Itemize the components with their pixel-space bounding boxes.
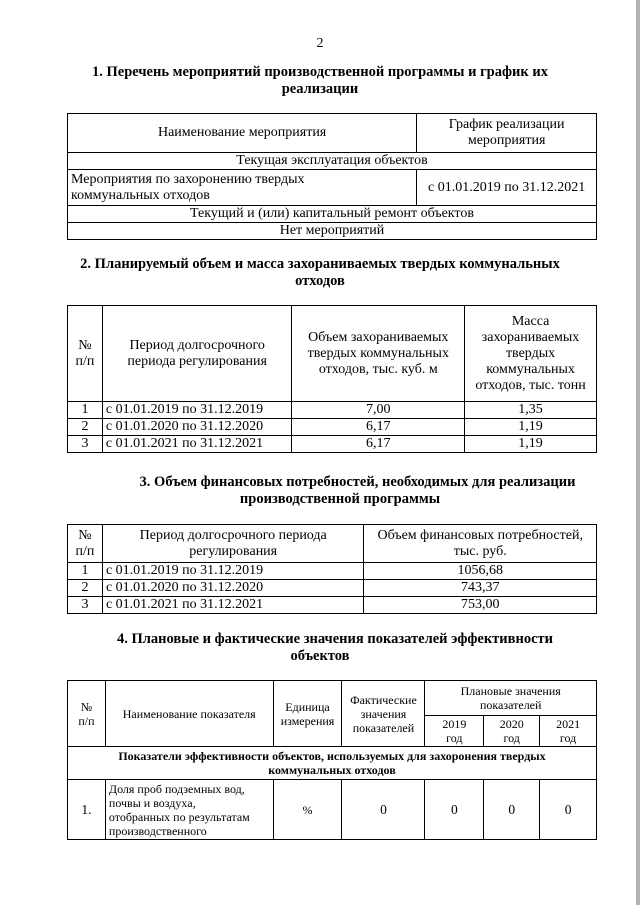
col-header-schedule-line1: График реализации bbox=[448, 117, 565, 132]
table-row bbox=[68, 563, 597, 580]
row-no: 3 bbox=[68, 597, 103, 614]
col-header-event-name: Наименование мероприятия bbox=[68, 114, 417, 153]
row-volume: 7,00 bbox=[292, 402, 465, 419]
row-no: 3 bbox=[68, 436, 103, 453]
row-volume: 6,17 bbox=[292, 419, 465, 436]
col-header-planned-line1: Плановые значения bbox=[460, 684, 561, 698]
section4-title bbox=[0, 631, 640, 665]
row-no: 1 bbox=[68, 563, 103, 580]
col-header-mass-line2: захораниваемых bbox=[481, 329, 580, 345]
row-actual: 0 bbox=[342, 780, 425, 840]
col-header-no bbox=[68, 306, 103, 402]
col-header-period bbox=[102, 525, 363, 563]
col-header-no bbox=[68, 681, 106, 747]
scan-edge bbox=[636, 0, 640, 905]
col-header-mass-line1: Масса bbox=[511, 313, 550, 329]
section1-title bbox=[0, 64, 640, 98]
col-header-mass-line4: коммунальных bbox=[486, 361, 575, 377]
col-header-year-2020 bbox=[484, 716, 540, 747]
year-2021-word: год bbox=[559, 731, 577, 745]
table-row bbox=[68, 419, 597, 436]
indicator-name-line1: Доля проб подземных вод, bbox=[108, 782, 245, 796]
section3-title-line1: 3. Объем финансовых потребностей, необходимых для реализации bbox=[139, 474, 576, 490]
row-amount: 1056,68 bbox=[364, 563, 597, 580]
col-header-no-line1: № bbox=[80, 699, 93, 714]
finance-table bbox=[67, 524, 597, 614]
year-2021-number: 2021 bbox=[556, 717, 581, 731]
event-name-line1: Мероприятия по захоронению твердых bbox=[71, 171, 305, 187]
section2-title bbox=[0, 256, 640, 290]
group-row-line1: Показатели эффективности объектов, используемых для захоронения твердых bbox=[118, 749, 546, 763]
table-row bbox=[68, 436, 597, 453]
col-header-schedule bbox=[417, 114, 597, 153]
group-row-operation: Текущая эксплуатация объектов bbox=[68, 153, 597, 170]
efficiency-table bbox=[67, 680, 597, 840]
col-header-actual-line3: показателей bbox=[352, 720, 415, 735]
col-header-mass bbox=[465, 306, 597, 402]
row-volume: 6,17 bbox=[292, 436, 465, 453]
group-row-line2: коммунальных отходов bbox=[268, 763, 396, 777]
row-mass: 1,35 bbox=[465, 402, 597, 419]
row-no: 1 bbox=[68, 402, 103, 419]
col-header-period-line2: регулирования bbox=[189, 543, 278, 559]
event-name-line2: коммунальных отходов bbox=[71, 187, 210, 203]
indicator-name-line2: почвы и воздуха, bbox=[108, 796, 196, 810]
table-row bbox=[68, 780, 597, 840]
row-period: с 01.01.2019 по 31.12.2019 bbox=[102, 402, 292, 419]
col-header-no-line1: № bbox=[78, 527, 92, 543]
col-header-no-line2: п/п bbox=[78, 713, 95, 728]
section2-title-line2: отходов bbox=[295, 273, 345, 289]
section1-title-line1: 1. Перечень мероприятий производственной программы и график их bbox=[92, 64, 548, 80]
row-period: с 01.01.2020 по 31.12.2020 bbox=[102, 419, 292, 436]
col-header-no-line2: п/п bbox=[75, 353, 95, 369]
row-period: с 01.01.2021 по 31.12.2021 bbox=[102, 436, 292, 453]
col-header-volume-line1: Объем захораниваемых bbox=[308, 329, 449, 345]
section2-title-line1: 2. Планируемый объем и масса захораниваемых твердых коммунальных bbox=[80, 256, 560, 272]
section1-title-line2: реализации bbox=[281, 81, 359, 97]
col-header-volume-line3: отходов, тыс. куб. м bbox=[318, 361, 438, 377]
row-period: с 01.01.2020 по 31.12.2020 bbox=[102, 580, 363, 597]
col-header-no-line1: № bbox=[78, 337, 92, 353]
row-2020: 0 bbox=[484, 780, 540, 840]
page-number: 2 bbox=[316, 36, 324, 51]
section4-title-line1: 4. Плановые и фактические значения показателей эффективности bbox=[116, 631, 553, 647]
col-header-finance bbox=[364, 525, 597, 563]
row-amount: 743,37 bbox=[364, 580, 597, 597]
waste-volume-table bbox=[67, 305, 597, 453]
table-row bbox=[68, 597, 597, 614]
row-2021: 0 bbox=[540, 780, 597, 840]
row-indicator-name bbox=[105, 780, 273, 840]
col-header-schedule-line2: мероприятия bbox=[467, 133, 546, 148]
col-header-year-2021 bbox=[540, 716, 597, 747]
no-events-row: Нет мероприятий bbox=[68, 223, 597, 240]
col-header-volume-line2: твердых коммунальных bbox=[307, 345, 449, 361]
table-row bbox=[68, 402, 597, 419]
row-no: 2 bbox=[68, 419, 103, 436]
col-header-no bbox=[68, 525, 103, 563]
col-header-mass-line3: твердых bbox=[505, 345, 556, 361]
events-table bbox=[67, 113, 597, 240]
col-header-mass-line5: отходов, тыс. тонн bbox=[475, 377, 586, 393]
col-header-no-line2: п/п bbox=[75, 543, 95, 559]
col-header-actual bbox=[342, 681, 425, 747]
row-amount: 753,00 bbox=[364, 597, 597, 614]
row-period: с 01.01.2021 по 31.12.2021 bbox=[102, 597, 363, 614]
row-mass: 1,19 bbox=[465, 436, 597, 453]
row-no: 1. bbox=[68, 780, 106, 840]
section3-title-line2: производственной программы bbox=[239, 491, 441, 507]
row-no: 2 bbox=[68, 580, 103, 597]
indicator-name-line4: производственного bbox=[108, 824, 207, 838]
col-header-indicator: Наименование показателя bbox=[105, 681, 273, 747]
col-header-planned-line2: показателей bbox=[479, 698, 542, 712]
col-header-actual-line2: значения bbox=[360, 706, 407, 721]
row-2019: 0 bbox=[425, 780, 484, 840]
row-unit: % bbox=[273, 780, 342, 840]
col-header-actual-line1: Фактические bbox=[350, 692, 417, 707]
col-header-year-2019 bbox=[425, 716, 484, 747]
row-period: с 01.01.2019 по 31.12.2019 bbox=[102, 563, 363, 580]
group-row-repair: Текущий и (или) капитальный ремонт объектов bbox=[68, 206, 597, 223]
year-2019-word: год bbox=[446, 731, 463, 745]
col-header-unit-line1: Единица bbox=[285, 699, 330, 714]
event-name-cell bbox=[68, 170, 417, 206]
year-2019-number: 2019 bbox=[442, 717, 467, 731]
col-header-finance-line2: тыс. руб. bbox=[453, 543, 507, 559]
col-header-period-line1: Период долгосрочного bbox=[129, 337, 265, 353]
col-header-unit bbox=[273, 681, 342, 747]
col-header-volume bbox=[292, 306, 465, 402]
col-header-planned bbox=[425, 681, 597, 716]
section4-title-line2: объектов bbox=[290, 648, 350, 664]
year-2020-word: год bbox=[503, 731, 520, 745]
event-schedule-cell: с 01.01.2019 по 31.12.2021 bbox=[417, 170, 597, 206]
table-row bbox=[68, 580, 597, 597]
year-2020-number: 2020 bbox=[499, 717, 524, 731]
col-header-period bbox=[102, 306, 292, 402]
section3-title bbox=[0, 474, 640, 508]
col-header-period-line2: периода регулирования bbox=[127, 353, 267, 369]
indicator-name-line3: отобранных по результатам bbox=[108, 810, 250, 824]
col-header-period-line1: Период долгосрочного периода bbox=[139, 527, 327, 543]
group-row-landfill bbox=[68, 747, 597, 780]
col-header-unit-line2: измерения bbox=[280, 713, 335, 728]
row-mass: 1,19 bbox=[465, 419, 597, 436]
col-header-finance-line1: Объем финансовых потребностей, bbox=[377, 527, 583, 543]
